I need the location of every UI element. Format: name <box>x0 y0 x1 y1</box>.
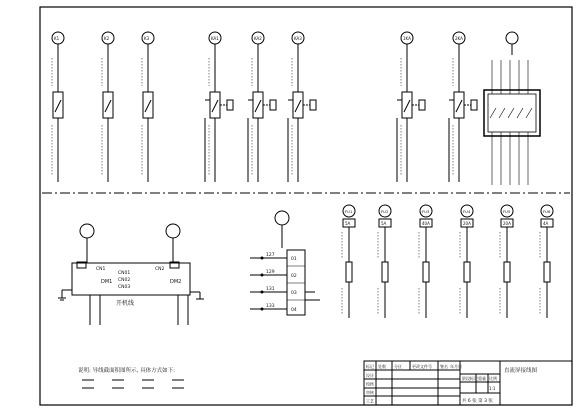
title-row-label: 工艺 <box>366 398 374 404</box>
title-col-label: 签名 <box>440 364 448 369</box>
terminal-block <box>250 211 320 315</box>
fuse-tag: FU6 <box>543 209 551 214</box>
unit-port-3: CN03 <box>118 285 131 290</box>
fuse-rating: 5A <box>345 221 351 226</box>
wire-legend <box>82 380 184 388</box>
title-col-label: 处数 <box>378 364 386 369</box>
component-tag: KA2 <box>254 36 262 41</box>
fuse-rating: 20A <box>463 221 471 226</box>
unit-port-1: CN01 <box>118 271 131 276</box>
fuse-tag: FU2 <box>381 209 389 214</box>
terminal-tag-circle <box>275 211 289 225</box>
component-top-4 <box>205 32 233 182</box>
fuse-rating: 4A <box>543 221 549 226</box>
fuse-element <box>464 262 470 282</box>
terminal-code: 131 <box>266 287 275 292</box>
component-top-1 <box>52 32 64 182</box>
component-tag: KA3 <box>294 36 302 41</box>
fuse-bot-6 <box>540 205 553 318</box>
terminal-pin: 02 <box>291 274 297 279</box>
fuse-tag: FU4 <box>463 209 471 214</box>
unit-label-dm1: DM1 <box>101 279 113 285</box>
component-top-2 <box>102 32 114 182</box>
fuse-bot-4 <box>460 205 473 318</box>
component-top-8 <box>449 32 477 182</box>
fuse-element <box>504 262 510 282</box>
title-col-label: 年月日 <box>450 364 462 369</box>
title-col-label: 分区 <box>394 364 402 369</box>
fuse-bot-1 <box>342 205 355 318</box>
weight-label: 重量 <box>478 376 486 381</box>
unit-label-cn2: CN2 <box>155 267 165 272</box>
unit-port-2: CN02 <box>118 278 131 283</box>
terminal-code: 129 <box>266 270 275 275</box>
fuse-bot-3 <box>419 205 432 318</box>
unit-assembly <box>58 224 204 325</box>
fuse-bot-2 <box>378 205 391 318</box>
title-row-label: 审核 <box>366 390 374 395</box>
fuse-rating: 40A <box>422 221 430 226</box>
component-tag: 1KA <box>403 36 411 41</box>
terminal-row <box>250 286 305 300</box>
fuse-element <box>382 262 388 282</box>
title-col-label: 更改文件号 <box>412 364 432 369</box>
terminal-code: 133 <box>266 304 275 309</box>
component-tag: KA1 <box>211 36 219 41</box>
title-row-label: 设计 <box>366 373 374 378</box>
title-col-label: 标记 <box>366 364 374 369</box>
fuse-element <box>423 262 429 282</box>
component-top-3 <box>142 32 154 182</box>
terminal-row <box>250 252 305 266</box>
title-row-label: 校核 <box>366 381 374 387</box>
component-tag: 2KA <box>455 36 463 41</box>
terminal-pin: 04 <box>291 308 297 313</box>
stage-label: 阶段标记 <box>462 376 478 381</box>
title-block <box>364 361 572 405</box>
terminal-row <box>250 303 297 313</box>
sheet-number: 共 6 张 第 3 张 <box>462 399 493 404</box>
component-top-6 <box>288 32 316 182</box>
fuse-element <box>346 262 352 282</box>
component-tag-circle <box>506 32 518 44</box>
terminal-pin: 01 <box>291 257 297 262</box>
unit-tag-circle-left <box>80 224 94 238</box>
terminal-row <box>250 269 305 283</box>
terminal-pin: 03 <box>291 291 297 296</box>
fuse-rating: 5A <box>381 221 387 226</box>
fuse-element <box>544 262 550 282</box>
component-tag: K3 <box>144 36 150 41</box>
bottom-row <box>342 205 553 318</box>
ratio-value: 1:1 <box>489 386 496 391</box>
terminal-code: 127 <box>266 253 275 258</box>
component-top-9 <box>484 32 540 185</box>
fuse-rating: 20A <box>503 221 511 226</box>
component-tag: K2 <box>104 36 110 41</box>
fuse-tag: FU1 <box>345 209 353 214</box>
component-top-7 <box>397 32 425 182</box>
component-tag: K1 <box>54 36 60 41</box>
unit-label-cn1: CN1 <box>96 267 106 272</box>
unit-label-dm2: DM2 <box>170 279 182 285</box>
fuse-tag: FU3 <box>422 209 430 214</box>
unit-tag-circle-right <box>166 224 180 238</box>
ratio-label: 比例 <box>489 376 497 381</box>
drawing-title: 直流屏接线图 <box>504 368 538 374</box>
component-top-5 <box>248 32 276 182</box>
fuse-tag: FU5 <box>503 209 511 214</box>
top-row <box>52 32 540 185</box>
unit-caption: 开机线 <box>116 300 135 307</box>
wiring-note: 说明: 导线截面积图所示, 具体方式如下: <box>78 368 175 374</box>
fuse-bot-5 <box>500 205 513 318</box>
contact-box <box>484 90 540 136</box>
